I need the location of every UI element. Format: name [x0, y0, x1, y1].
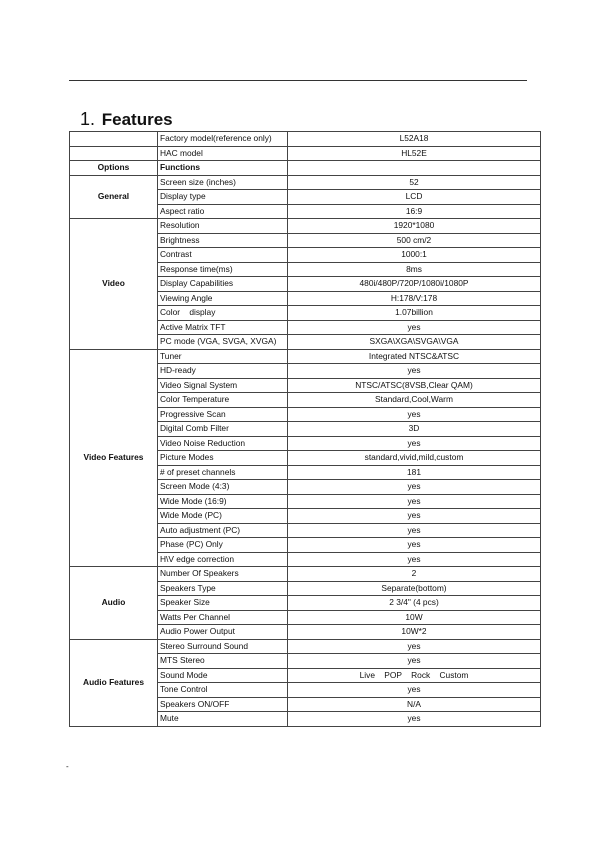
feature-cell: Wide Mode (16:9): [158, 494, 288, 509]
table-row: [70, 219, 541, 234]
column-header-row: [70, 161, 541, 176]
feature-cell: Brightness: [158, 233, 288, 248]
feature-cell: # of preset channels: [158, 465, 288, 480]
value-cell: Standard,Cool,Warm: [288, 393, 541, 408]
value-cell: NTSC/ATSC(8VSB,Clear QAM): [288, 378, 541, 393]
value-cell: yes: [288, 712, 541, 727]
value-cell: 181: [288, 465, 541, 480]
footer-mark: -: [66, 762, 69, 771]
feature-cell: Watts Per Channel: [158, 610, 288, 625]
blank-cell: [70, 132, 158, 147]
section-number: 1.: [80, 109, 96, 129]
feature-cell: Video Signal System: [158, 378, 288, 393]
value-cell: yes: [288, 494, 541, 509]
table-row: [70, 349, 541, 364]
value-cell: H:178/V:178: [288, 291, 541, 306]
feature-cell: Tuner: [158, 349, 288, 364]
feature-cell: MTS Stereo: [158, 654, 288, 669]
value-cell: yes: [288, 480, 541, 495]
value-cell: 52: [288, 175, 541, 190]
value-cell: SXGA\XGA\SVGA\VGA: [288, 335, 541, 350]
value-cell: yes: [288, 407, 541, 422]
feature-cell: Phase (PC) Only: [158, 538, 288, 553]
feature-cell: Display Capabilities: [158, 277, 288, 292]
feature-cell: Viewing Angle: [158, 291, 288, 306]
feature-cell: HD-ready: [158, 364, 288, 379]
value-cell: yes: [288, 552, 541, 567]
feature-cell: H\V edge correction: [158, 552, 288, 567]
group-label: Video Features: [70, 349, 158, 567]
feature-cell: Speaker Size: [158, 596, 288, 611]
value-cell: yes: [288, 654, 541, 669]
value-cell: N/A: [288, 697, 541, 712]
value-cell: Integrated NTSC&ATSC: [288, 349, 541, 364]
functions-header: Functions: [158, 161, 288, 176]
value-cell: 10W: [288, 610, 541, 625]
value-cell: standard,vivid,mild,custom: [288, 451, 541, 466]
group-label: General: [70, 175, 158, 219]
value-cell: L52A18: [288, 132, 541, 147]
feature-cell: Mute: [158, 712, 288, 727]
value-cell: 2: [288, 567, 541, 582]
feature-cell: Digital Comb Filter: [158, 422, 288, 437]
value-cell: 10W*2: [288, 625, 541, 640]
value-cell: 3D: [288, 422, 541, 437]
feature-cell: Display type: [158, 190, 288, 205]
table-row: [70, 567, 541, 582]
blank-cell: [70, 146, 158, 161]
blank-cell: [288, 161, 541, 176]
options-header: Options: [70, 161, 158, 176]
group-label: Audio: [70, 567, 158, 640]
page-title: [80, 109, 173, 130]
value-cell: yes: [288, 639, 541, 654]
feature-cell: Screen Mode (4:3): [158, 480, 288, 495]
header-rule: [69, 80, 527, 81]
section-title: Features: [101, 110, 173, 129]
value-cell: 500 cm/2: [288, 233, 541, 248]
value-cell: yes: [288, 538, 541, 553]
features-table: [69, 131, 541, 727]
value-cell: 1000:1: [288, 248, 541, 263]
value-cell: 16:9: [288, 204, 541, 219]
value-cell: yes: [288, 436, 541, 451]
feature-cell: Color display: [158, 306, 288, 321]
feature-cell: Active Matrix TFT: [158, 320, 288, 335]
value-cell: 2 3/4" (4 pcs): [288, 596, 541, 611]
group-label: Audio Features: [70, 639, 158, 726]
feature-cell: Aspect ratio: [158, 204, 288, 219]
feature-cell: PC mode (VGA, SVGA, XVGA): [158, 335, 288, 350]
feature-cell: Wide Mode (PC): [158, 509, 288, 524]
value-cell: Live POP Rock Custom: [288, 668, 541, 683]
feature-cell: Factory model(reference only): [158, 132, 288, 147]
value-cell: Separate(bottom): [288, 581, 541, 596]
table-row: [70, 146, 541, 161]
value-cell: LCD: [288, 190, 541, 205]
feature-cell: Response time(ms): [158, 262, 288, 277]
value-cell: yes: [288, 523, 541, 538]
feature-cell: Contrast: [158, 248, 288, 263]
feature-cell: Stereo Surround Sound: [158, 639, 288, 654]
feature-cell: Tone Control: [158, 683, 288, 698]
feature-cell: Resolution: [158, 219, 288, 234]
feature-cell: Progressive Scan: [158, 407, 288, 422]
value-cell: 8ms: [288, 262, 541, 277]
feature-cell: HAC model: [158, 146, 288, 161]
feature-cell: Screen size (inches): [158, 175, 288, 190]
feature-cell: Number Of Speakers: [158, 567, 288, 582]
value-cell: yes: [288, 320, 541, 335]
table-row: [70, 175, 541, 190]
value-cell: yes: [288, 683, 541, 698]
feature-cell: Speakers Type: [158, 581, 288, 596]
group-label: Video: [70, 219, 158, 350]
feature-cell: Picture Modes: [158, 451, 288, 466]
value-cell: yes: [288, 509, 541, 524]
table-row: [70, 132, 541, 147]
feature-cell: Speakers ON/OFF: [158, 697, 288, 712]
value-cell: 1920*1080: [288, 219, 541, 234]
feature-cell: Sound Mode: [158, 668, 288, 683]
value-cell: 480i/480P/720P/1080i/1080P: [288, 277, 541, 292]
value-cell: 1.07billion: [288, 306, 541, 321]
feature-cell: Auto adjustment (PC): [158, 523, 288, 538]
feature-cell: Color Temperature: [158, 393, 288, 408]
table-row: [70, 639, 541, 654]
feature-cell: Video Noise Reduction: [158, 436, 288, 451]
feature-cell: Audio Power Output: [158, 625, 288, 640]
value-cell: yes: [288, 364, 541, 379]
value-cell: HL52E: [288, 146, 541, 161]
